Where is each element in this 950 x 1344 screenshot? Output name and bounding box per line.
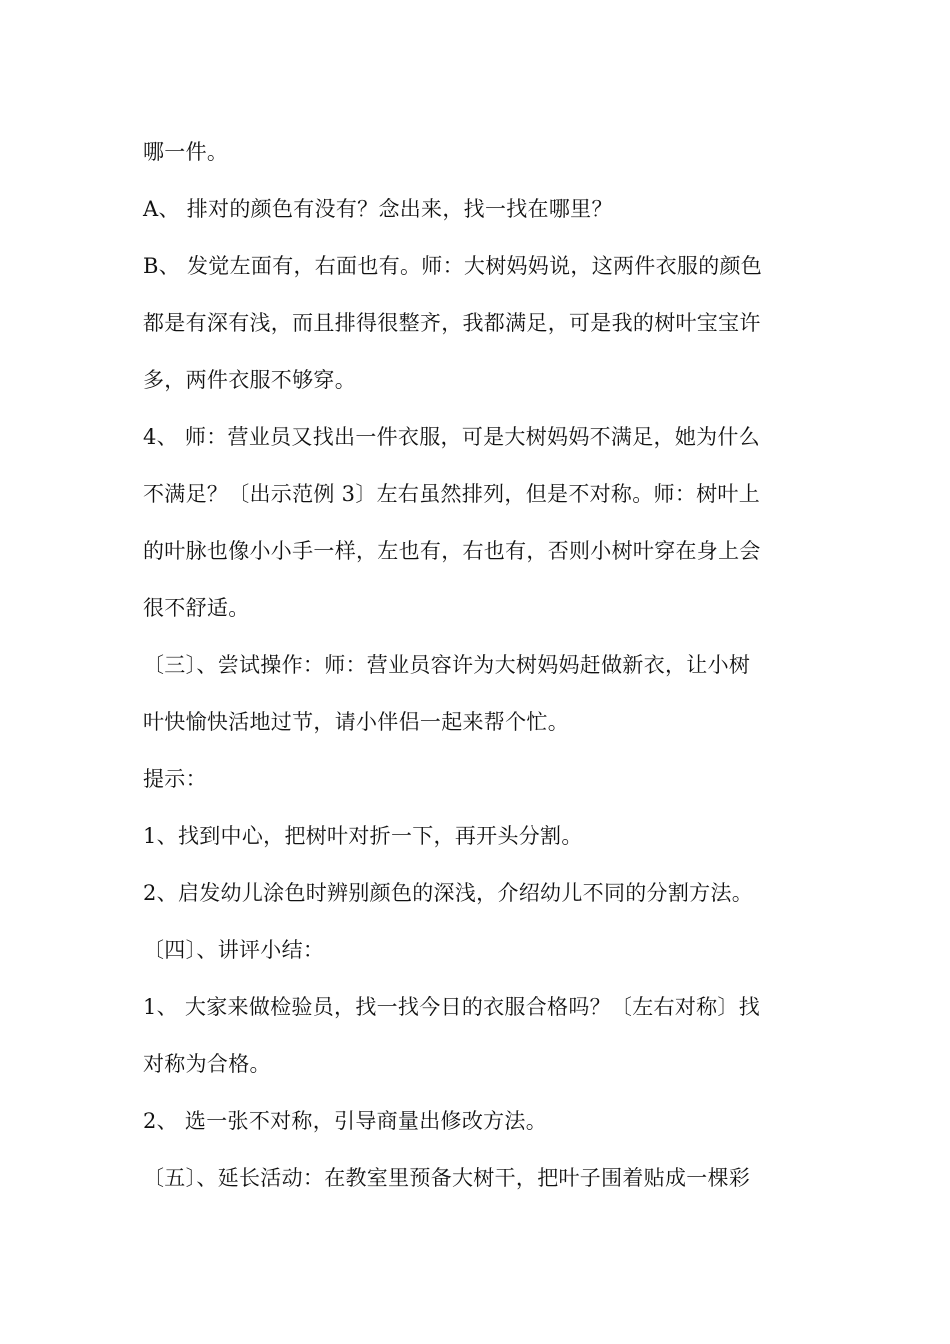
text-line: 4、 师：营业员又找出一件衣服，可是大树妈妈不满足，她为什么 [143, 425, 761, 449]
text-line: 提示： [143, 767, 207, 791]
text-line: 不满足？〔出示范例 3〕左右虽然排列，但是不对称。师：树叶上 [143, 482, 761, 506]
text-line: 〔五〕、延长活动：在教室里预备大树干，把叶子围着贴成一棵彩 [143, 1166, 751, 1190]
text-line: 对称为合格。 [143, 1052, 271, 1076]
text-line: 多，两件衣服不够穿。 [143, 368, 356, 392]
text-line: 2、启发幼儿涂色时辨别颜色的深浅，介绍幼儿不同的分割方法。 [143, 881, 754, 905]
text-line: 1、找到中心，把树叶对折一下，再开头分割。 [143, 824, 583, 848]
text-line: A、 排对的颜色有没有？念出来，找一找在哪里？ [143, 197, 613, 221]
text-line: 很不舒适。 [143, 596, 250, 620]
text-line: 叶快愉快活地过节，请小伴侣一起来帮个忙。 [143, 710, 569, 734]
text-line: 都是有深有浅，而且排得很整齐，我都满足，可是我的树叶宝宝许 [143, 311, 761, 335]
text-line: 2、 选一张不对称，引导商量出修改方法。 [143, 1109, 548, 1133]
text-line: 的叶脉也像小小手一样，左也有，右也有，否则小树叶穿在身上会 [143, 539, 761, 563]
text-line: B、 发觉左面有，右面也有。师：大树妈妈说，这两件衣服的颜色 [143, 254, 763, 278]
text-line: 1、 大家来做检验员，找一找今日的衣服合格吗？〔左右对称〕找 [143, 995, 761, 1019]
text-line: 〔三〕、尝试操作：师：营业员容许为大树妈妈赶做新衣，让小树 [143, 653, 751, 677]
text-line: 〔四〕、讲评小结： [143, 938, 325, 962]
text-line: 哪一件。 [143, 140, 229, 164]
